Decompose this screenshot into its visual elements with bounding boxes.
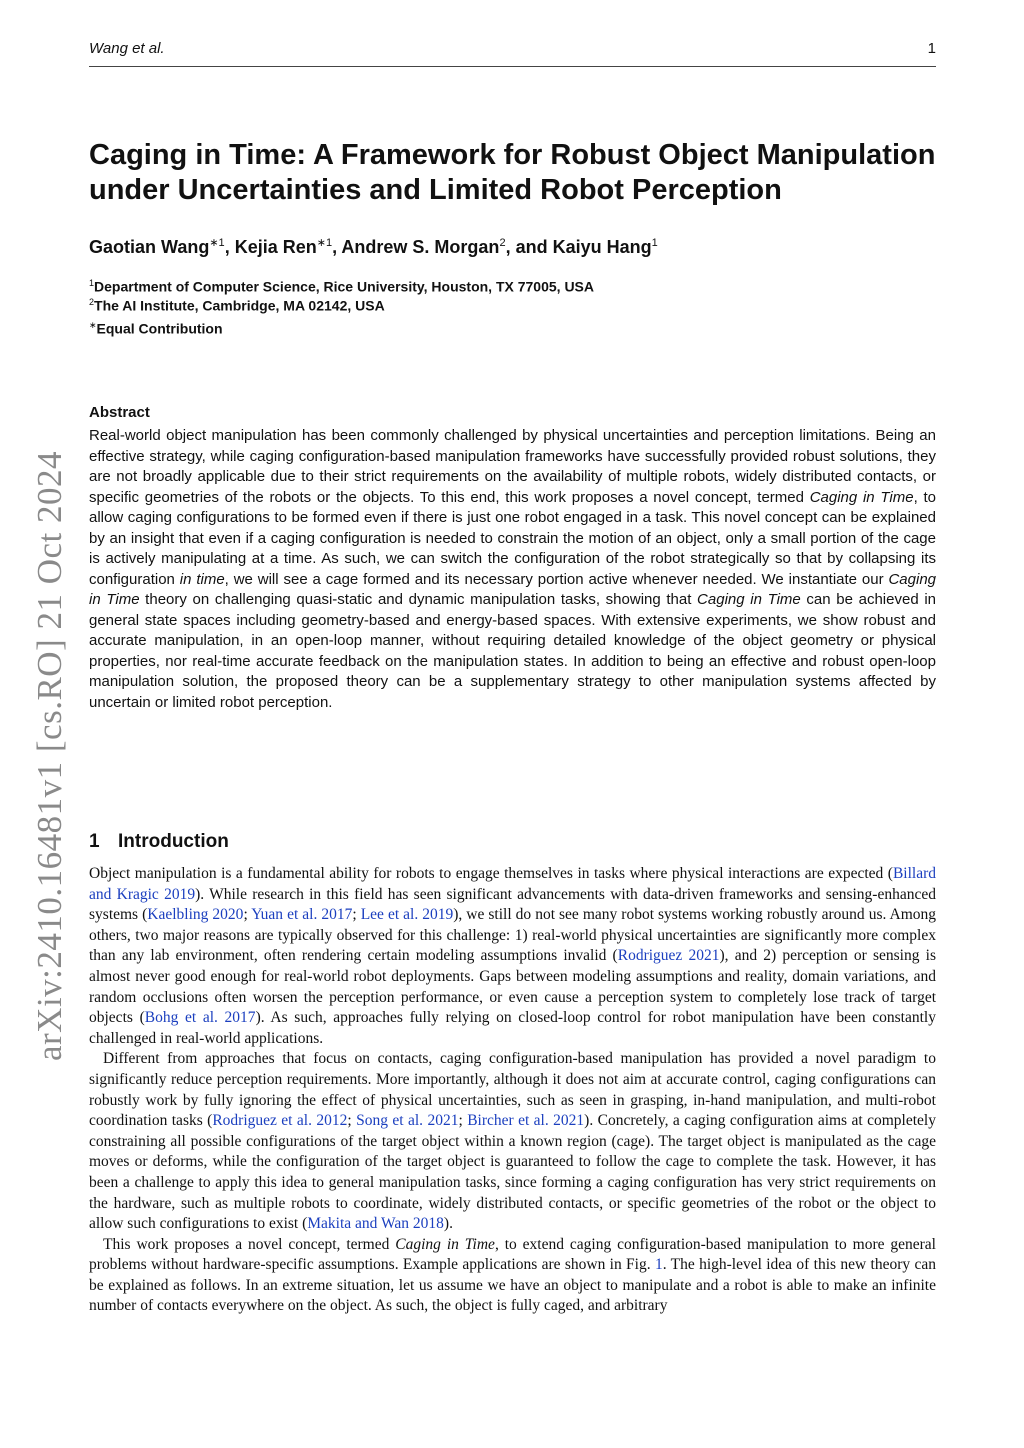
text-segment: . The high-level idea of this new theory can be explained as follows. In an extreme situation, let us assume we have an object to manipulate and a robot is able to make an infinite number of contacts everywhere on the object. As such, the object is fully caged, and arbitrary bbox=[89, 1256, 936, 1315]
abstract-heading: Abstract bbox=[89, 404, 150, 421]
text-segment: ; bbox=[243, 906, 252, 924]
affiliation-text: Department of Computer Science, Rice University, Houston, TX 77005, USA bbox=[94, 278, 594, 295]
author-affil-mark: ∗1 bbox=[316, 237, 333, 249]
text-segment: ), and 2) perception or sensing is almost never good enough for real-world robot deployments. Gaps between modeling assumptions and reality, domain variations, and random occlusions often worsen the perception performance, or even cause a perception system to completely lose track of target objects ( bbox=[89, 947, 936, 1027]
author-name: Andrew S. Morgan bbox=[341, 237, 500, 257]
citation-link[interactable]: Makita and Wan 2018 bbox=[307, 1215, 444, 1233]
author-name: Kejia Ren bbox=[234, 237, 317, 257]
page-number: 1 bbox=[927, 40, 936, 57]
affiliation bbox=[89, 278, 594, 295]
paragraph bbox=[89, 1049, 936, 1234]
title-line-1: Caging in Time: A Framework for Robust Object Manipulation bbox=[89, 139, 936, 171]
section-heading bbox=[89, 831, 229, 853]
text-segment: ; bbox=[347, 1112, 357, 1130]
running-header bbox=[89, 40, 936, 67]
text-segment: Object manipulation is a fundamental ability for robots to engage themselves in tasks where physical interactions are expected ( bbox=[89, 865, 893, 882]
abstract-segment: can be achieved in general state spaces including geometry-based and energy-based spaces. With extensive experiments, we show robust and accurate manipulation, in an open-loop manner, without requiring detailed knowledge of the object geometry or physical properties, nor real-time accurate feedback on the manipulation states. In addition to being an effective and robust open-loop manipulation solution, the proposed theory can be a supplementary strategy to other manipulation systems affected by uncertain or limited robot perception. bbox=[89, 591, 936, 711]
affiliation-mark: ∗ bbox=[89, 320, 97, 330]
text-segment: This work proposes a novel concept, termed bbox=[103, 1235, 396, 1253]
author-affil-mark: 1 bbox=[651, 237, 658, 249]
author-name: Gaotian Wang bbox=[89, 237, 210, 257]
affiliation-text: Equal Contribution bbox=[96, 320, 223, 337]
abstract-emphasis: Caging in Time bbox=[89, 570, 937, 608]
section-number: 1 bbox=[89, 831, 100, 852]
text-segment: ), we still do not see many robot systems working robustly around us. Among others, two major reasons are typically observed for this challenge: 1) real-world physical uncertainties are significantly more complex than any lab environment, often rendering certain modeling assumptions invalid ( bbox=[89, 906, 937, 965]
author-separator: , and bbox=[505, 237, 553, 257]
text-segment: ). As such, approaches fully relying on closed-loop control for robot manipulation have been constantly challenged in real-world applications. bbox=[89, 1009, 936, 1047]
figure-link[interactable]: 1 bbox=[654, 1256, 663, 1274]
text-segment: ). bbox=[443, 1215, 453, 1233]
abstract-emphasis: Caging in Time bbox=[809, 488, 914, 506]
text-segment: ; bbox=[352, 906, 361, 924]
citation-link[interactable]: Billard and Kragic 2019 bbox=[89, 865, 936, 903]
affiliation-mark: 2 bbox=[89, 297, 95, 307]
author-list bbox=[89, 236, 658, 258]
text-segment: Different from approaches that focus on contacts, caging configuration-based manipulation has provided a novel paradigm to significantly reduce perception requirements. More importantly, although it does not aim at accurate control, caging configurations can robustly work by fully ignoring the effect of physical uncertainties, such as seen in grasping, in-hand manipulation, and multi-robot coordination tasks ( bbox=[89, 1050, 936, 1130]
paragraph bbox=[89, 864, 936, 1049]
abstract-text bbox=[89, 426, 936, 713]
citation-link[interactable]: Kaelbling 2020 bbox=[147, 906, 244, 924]
abstract-segment: Real-world object manipulation has been commonly challenged by physical uncertainties and perception limitations. Being an effective strategy, while caging configuration-based manipulation frameworks have successfully provided robust solutions, they are not broadly applicable due to their strict requirements on the availability of multiple robots, widely distributed contacts, or specific geometries of the robots or the objects. To this end, this work proposes a novel concept, termed bbox=[89, 427, 936, 506]
affiliation-mark: 1 bbox=[89, 278, 95, 288]
citation-link[interactable]: Lee et al. 2019 bbox=[360, 906, 454, 924]
author-affil-mark: ∗1 bbox=[209, 237, 225, 249]
citation-link[interactable]: Yuan et al. 2017 bbox=[251, 906, 353, 924]
citation-link[interactable]: Bircher et al. 2021 bbox=[467, 1112, 585, 1130]
affiliation bbox=[89, 297, 385, 314]
author-separator: , bbox=[224, 237, 235, 257]
text-segment: ). Concretely, a caging configuration aims at completely constraining all possible configurations of the target object within a known region (cage). The target object is manipulated as the cage moves or deforms, while the configuration of the target object is guaranteed to follow the cage to complete the task. However, it has been a challenge to apply this idea to general manipulation tasks, since forming a caging configuration has very strict requirements on the hardware, such as multiple robots to coordinate, widely distributed contacts, or specific geometries of the robot or the object to allow such configurations to exist ( bbox=[89, 1112, 936, 1233]
paragraph bbox=[89, 1235, 936, 1317]
abstract-emphasis: Caging in Time bbox=[697, 591, 801, 608]
equal-contribution-note bbox=[89, 320, 223, 337]
paper-title bbox=[89, 138, 949, 208]
abstract-segment: theory on challenging quasi-static and dynamic manipulation tasks, showing that bbox=[139, 591, 698, 608]
abstract-segment: , to allow caging configurations to be formed even if there is just one robot engaged in a task. This novel concept can be explained by an insight that even if a caging configuration is needed to constrain the motion of an object, only a small portion of the cage is actively manipulating at a time. As such, we can switch the configuration of the robot strategically so that by collapsing its configuration bbox=[89, 488, 936, 588]
arxiv-identifier[interactable]: arXiv:2410.16481v1 [cs.RO] 21 Oct 2024 bbox=[30, 450, 69, 1062]
citation-link[interactable]: Bohg et al. 2017 bbox=[144, 1009, 256, 1027]
abstract-emphasis: in time bbox=[179, 570, 225, 588]
author-affil-mark: 2 bbox=[499, 237, 506, 249]
citation-link[interactable]: Song et al. 2021 bbox=[356, 1112, 459, 1130]
citation-link[interactable]: Rodriguez 2021 bbox=[617, 947, 720, 965]
affiliation-text: The AI Institute, Cambridge, MA 02142, USA bbox=[94, 297, 385, 314]
section-body bbox=[89, 864, 936, 1317]
text-segment: , to extend caging configuration-based manipulation to more general problems without hardware-specific assumptions. Example applications are shown in Fig. bbox=[89, 1235, 936, 1274]
author-separator: , bbox=[332, 237, 342, 257]
text-segment: ). While research in this field has seen significant advancements with data-driven frameworks and sensing-enhanced systems ( bbox=[89, 885, 936, 924]
text-segment: ; bbox=[458, 1112, 468, 1130]
emphasis: Caging in Time bbox=[395, 1235, 495, 1253]
section-title: Introduction bbox=[118, 831, 229, 852]
running-author: Wang et al. bbox=[89, 40, 165, 57]
author-name: Kaiyu Hang bbox=[552, 237, 652, 257]
title-line-2: under Uncertainties and Limited Robot Perception bbox=[89, 174, 782, 206]
abstract-segment: , we will see a cage formed and its necessary portion active whenever needed. We instantiate our bbox=[224, 570, 889, 588]
citation-link[interactable]: Rodriguez et al. 2012 bbox=[212, 1112, 348, 1130]
